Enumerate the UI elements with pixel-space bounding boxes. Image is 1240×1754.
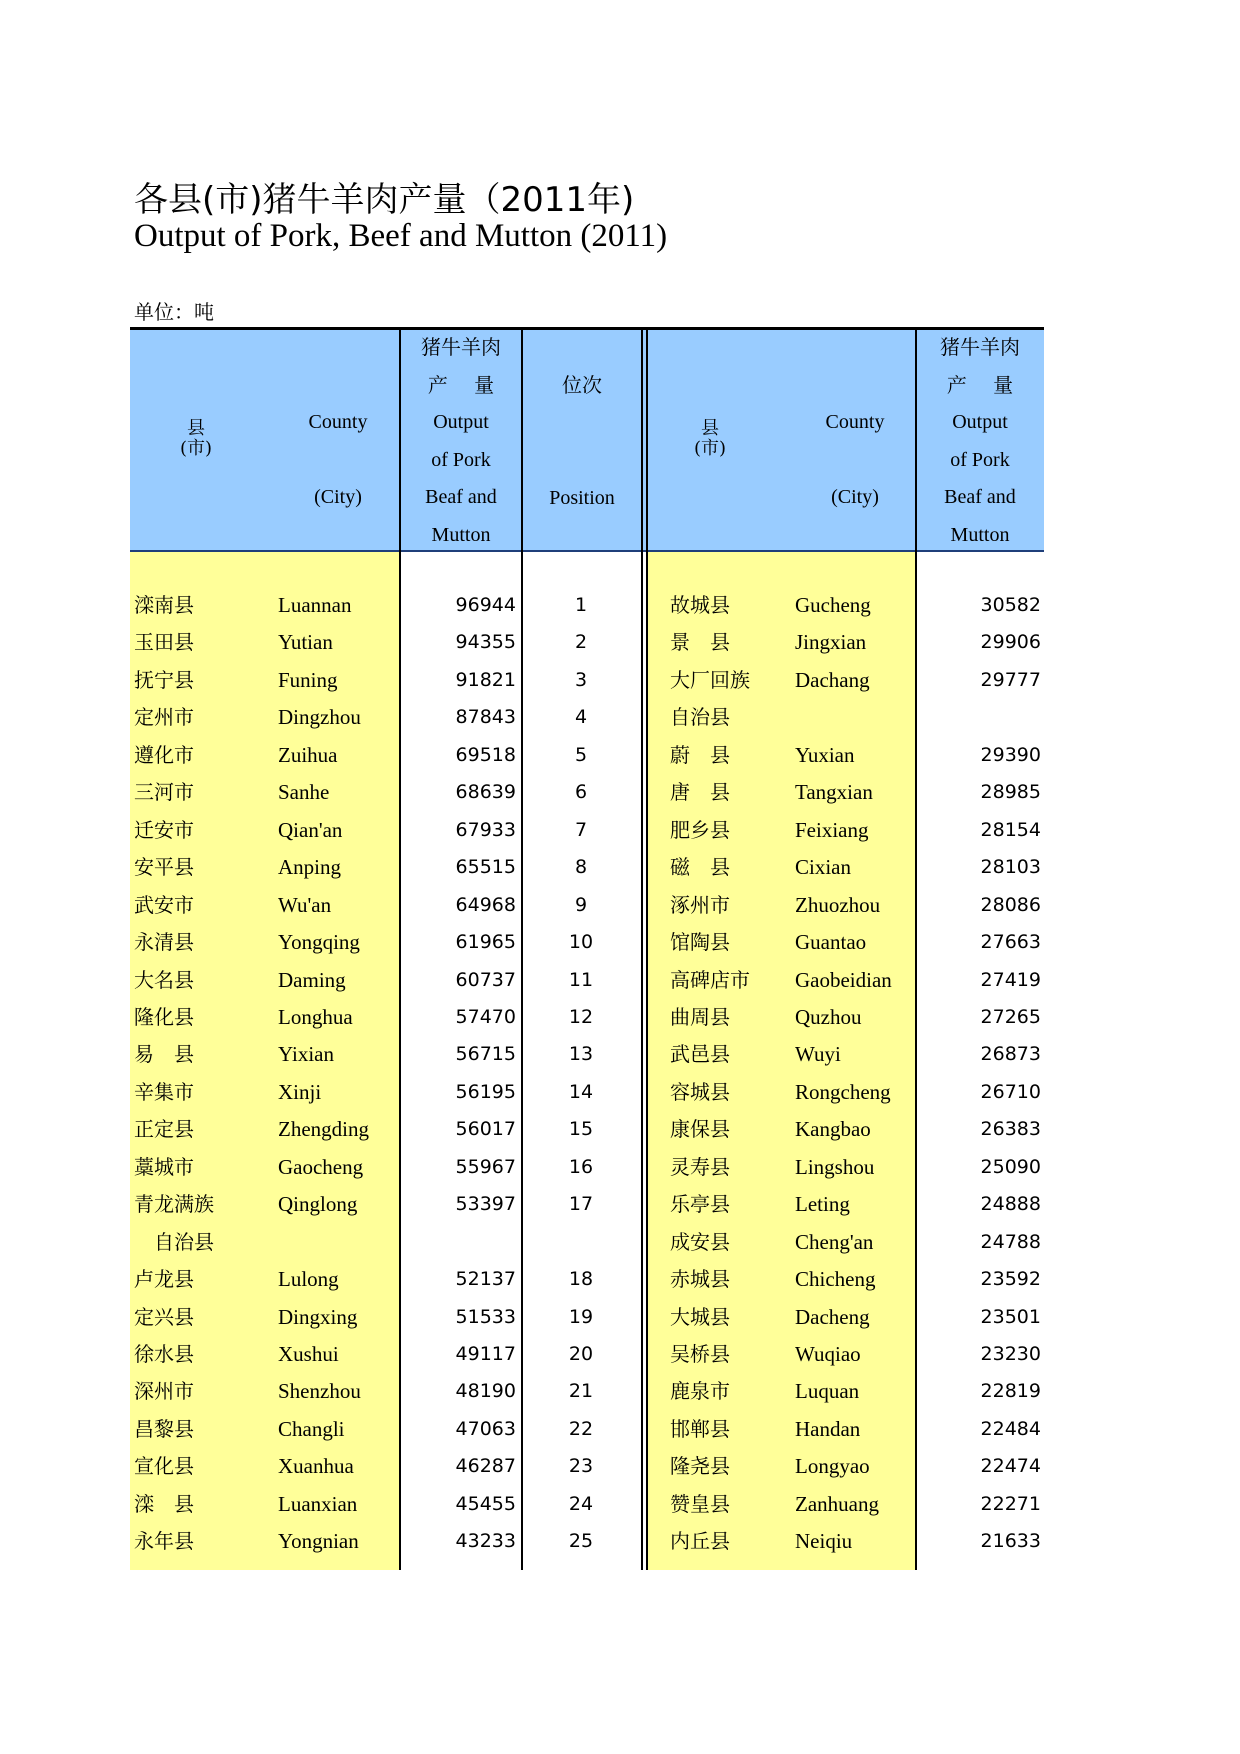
right-output-value: 27663 [980,931,1041,954]
left-output-value: 94355 [455,631,516,654]
left-output-value: 46287 [455,1455,516,1478]
right-county-cn: 蔚 县 [670,742,730,767]
right-county-en: Quzhou [795,1004,862,1029]
left-county-cn: 隆化县 [134,1004,194,1029]
left-position-value: 5 [574,743,588,766]
table-row [130,887,1044,925]
header-county-cn-right-text: 县 (市) [693,418,727,459]
right-county-cn: 涿州市 [670,892,730,917]
right-output-value: 22474 [980,1455,1041,1478]
left-position-value: 11 [568,968,594,991]
right-county-en: Dacheng [795,1304,870,1329]
right-output-value: 25090 [980,1155,1041,1178]
left-county-en: Dingxing [278,1304,358,1329]
header-output-en-4-right: Mutton [950,523,1010,546]
table-row [130,587,1044,625]
table-row [130,1224,1044,1262]
header-output-right [917,329,1043,554]
right-output-value: 26873 [980,1043,1041,1066]
left-output-value: 60737 [455,968,516,991]
left-county-cn: 深州市 [134,1379,194,1404]
left-output-value: 68639 [455,781,516,804]
right-output-value: 22271 [980,1492,1041,1515]
right-county-cn: 邯郸县 [670,1416,730,1441]
header-position-en: Position [549,486,615,509]
header-output-en-4: Mutton [431,523,491,546]
left-position-value: 10 [568,931,594,954]
left-position-value: 21 [568,1380,594,1403]
table-row [130,1523,1044,1561]
left-county-cn: 永年县 [134,1529,194,1554]
left-position-value: 8 [574,856,588,879]
right-county-en: Dachang [795,667,870,692]
right-output-value: 27419 [980,968,1041,991]
header-county-cn-left [176,419,216,459]
left-county-en: Xuanhua [278,1454,354,1479]
left-position-value: 4 [574,706,588,729]
header-county-cn-left-text: 县 (市) [179,418,213,459]
right-county-en: Rongcheng [795,1079,891,1104]
left-county-cn: 藁城市 [134,1154,194,1179]
left-output-value: 87843 [455,706,516,729]
header-county-en-right-1: County [825,411,885,433]
left-position-value: 12 [568,1005,594,1028]
table-row [130,624,1044,662]
right-county-cn: 赞皇县 [670,1491,730,1516]
right-county-en: Cixian [795,855,851,880]
left-position-value: 2 [574,631,588,654]
header-output-en-1: Output [433,411,489,433]
right-county-cn: 乐亭县 [670,1192,730,1217]
left-position-value: 9 [574,893,588,916]
right-county-en: Guantao [795,930,867,955]
left-county-cn: 大名县 [134,967,194,992]
right-output-value: 23230 [980,1343,1041,1365]
left-position-value: 19 [568,1305,594,1328]
table-row [130,962,1044,1000]
left-county-cn: 安平县 [134,855,194,880]
table-row [130,1448,1044,1486]
header-position-cn: 位次 [562,373,602,397]
right-county-en: Jingxian [795,630,867,655]
right-county-en: Wuyi [795,1042,841,1067]
right-county-cn: 自治县 [670,705,730,730]
left-position-value: 1 [574,594,588,616]
left-position-value: 17 [568,1193,594,1216]
left-output-value: 56017 [455,1118,516,1141]
left-county-cn: 宣化县 [134,1454,194,1479]
left-county-cn: 易 县 [134,1042,194,1067]
table-row [130,737,1044,775]
right-county-en: Longyao [795,1454,870,1479]
right-county-cn: 高碑店市 [670,967,750,992]
left-output-value: 45455 [455,1492,516,1515]
table-row [130,1074,1044,1112]
right-county-en: Luquan [795,1379,860,1404]
table-row [130,1411,1044,1449]
left-county-en: Sanhe [278,780,330,805]
right-county-en: Leting [795,1192,850,1217]
table-row [130,1036,1044,1074]
left-output-value: 64968 [455,893,516,916]
left-output-value: 57470 [455,1005,516,1028]
right-county-cn: 曲周县 [670,1004,730,1029]
left-county-cn: 滦南县 [134,593,194,617]
left-county-en: Yongqing [278,930,360,955]
left-output-value: 52137 [455,1268,516,1291]
right-county-en: Zanhuang [795,1491,879,1516]
right-output-value: 30582 [980,594,1041,616]
left-output-value: 96944 [455,594,516,616]
right-county-cn: 内丘县 [670,1529,730,1554]
table-row [130,1373,1044,1411]
right-county-en: Kangbao [795,1117,871,1142]
left-county-cn: 正定县 [134,1117,194,1142]
header-output-en-3: Beaf and [425,486,497,508]
left-county-en: Lulong [278,1267,339,1292]
left-output-value: 65515 [455,856,516,879]
left-output-value: 51533 [455,1305,516,1328]
left-county-en: Xushui [278,1342,339,1366]
left-county-en: Dingzhou [278,705,361,730]
left-county-cn: 自治县 [134,1229,214,1254]
right-county-cn: 唐 县 [670,780,730,805]
left-county-cn: 玉田县 [134,630,194,655]
header-county-en-left-2: (City) [314,486,362,508]
table-row [130,849,1044,887]
right-county-en: Cheng'an [795,1229,874,1254]
right-output-value: 22819 [980,1380,1041,1403]
left-output-value: 56715 [455,1043,516,1066]
header-county-en-left [278,404,398,517]
header-position [523,367,641,517]
table-row [130,924,1044,962]
left-output-value: 69518 [455,743,516,766]
right-output-value: 24888 [980,1193,1041,1216]
right-county-cn: 容城县 [670,1079,730,1104]
table-row [130,699,1044,737]
table-row [130,1149,1044,1187]
table-row [130,662,1044,700]
right-county-cn: 隆尧县 [670,1454,730,1479]
right-output-value: 21633 [980,1530,1041,1553]
header-output-en-2-right: of Pork [950,448,1010,471]
right-output-value: 29906 [980,631,1041,654]
table-row [130,774,1044,812]
right-county-cn: 磁 县 [670,855,730,880]
right-output-value: 23592 [980,1268,1041,1291]
right-county-en: Lingshou [795,1154,875,1179]
table-row [130,812,1044,850]
right-output-value: 28985 [980,781,1041,804]
table-row [130,1261,1044,1299]
table-row [130,999,1044,1037]
right-county-cn: 肥乡县 [670,817,730,842]
right-output-value: 22484 [980,1417,1041,1440]
header-county-en-right [795,404,915,517]
left-county-en: Shenzhou [278,1379,361,1404]
left-county-cn: 辛集市 [134,1079,194,1104]
left-county-en: Xinji [278,1079,322,1104]
unit-label: 单位：吨 [134,300,214,324]
left-county-en: Changli [278,1416,345,1441]
left-position-value: 6 [574,781,588,804]
right-county-en: Gaobeidian [795,967,892,992]
left-position-value: 24 [568,1492,594,1515]
left-county-en: Longhua [278,1004,353,1029]
left-county-en: Luanxian [278,1491,358,1516]
right-county-cn: 武邑县 [670,1042,730,1067]
left-county-en: Zuihua [278,742,338,767]
left-county-cn: 定州市 [134,705,194,730]
header-output-cn-1-right: 猪牛羊肉 [940,335,1020,359]
right-output-value: 24788 [980,1230,1041,1253]
left-position-value: 22 [568,1417,594,1440]
right-output-value: 23501 [980,1305,1041,1328]
right-county-cn: 成安县 [670,1229,730,1254]
table-row [130,1186,1044,1224]
left-county-cn: 迁安市 [134,817,194,842]
page-title-english: Output of Pork, Beef and Mutton (2011) [134,218,668,254]
right-county-cn: 灵寿县 [670,1154,730,1179]
right-output-value: 26383 [980,1118,1041,1141]
left-county-en: Zhengding [278,1117,369,1142]
right-county-cn: 吴桥县 [670,1342,730,1366]
left-county-cn: 遵化市 [134,742,194,767]
left-county-en: Wu'an [278,892,332,917]
left-county-cn: 定兴县 [134,1304,194,1329]
header-county-cn-right [690,419,730,459]
header-output-left [401,329,521,554]
right-county-en: Yuxian [795,742,855,767]
header-output-en-2: of Pork [431,448,491,471]
header-output-cn-1: 猪牛羊肉 [421,335,501,359]
left-output-value: 67933 [455,818,516,841]
left-county-en: Yutian [278,630,333,655]
right-county-cn: 故城县 [670,593,730,617]
left-output-value: 91821 [455,668,516,691]
right-county-cn: 馆陶县 [670,930,730,955]
left-county-cn: 抚宁县 [134,667,194,692]
left-county-en: Luannan [278,593,352,617]
right-county-cn: 康保县 [670,1117,730,1142]
left-output-value: 43233 [455,1530,516,1553]
left-output-value: 61965 [455,931,516,954]
right-output-value: 28086 [980,893,1041,916]
left-position-value: 16 [568,1155,594,1178]
table-row [130,1336,1044,1374]
output-table [130,327,1044,1570]
header-output-cn-2: 产 量 [427,372,495,397]
right-county-cn: 大厂回族 [670,667,750,692]
left-county-cn: 三河市 [134,780,194,805]
right-county-en: Zhuozhou [795,892,881,917]
left-output-value: 47063 [455,1417,516,1440]
right-output-value: 29390 [980,743,1041,766]
right-county-cn: 赤城县 [670,1267,730,1292]
left-position-value: 15 [568,1118,594,1141]
left-output-value: 53397 [455,1193,516,1216]
right-output-value: 27265 [980,1005,1041,1028]
left-county-en: Qinglong [278,1192,358,1217]
left-position-value: 18 [568,1268,594,1291]
left-county-en: Yongnian [278,1529,359,1554]
left-county-cn: 永清县 [134,930,194,955]
right-county-en: Handan [795,1416,861,1441]
left-county-en: Daming [278,967,346,992]
left-county-cn: 卢龙县 [134,1267,194,1292]
left-output-value: 55967 [455,1155,516,1178]
right-output-value: 28103 [980,856,1041,879]
left-position-value: 14 [568,1080,594,1103]
left-county-en: Gaocheng [278,1154,364,1179]
right-output-value: 26710 [980,1080,1041,1103]
right-county-cn: 大城县 [670,1304,730,1329]
left-output-value: 56195 [455,1080,516,1103]
left-county-cn: 武安市 [134,892,194,917]
left-county-cn: 滦 县 [134,1491,194,1516]
left-position-value: 23 [568,1455,594,1478]
table-row [130,1299,1044,1337]
right-county-en: Chicheng [795,1267,876,1292]
left-position-value: 25 [568,1530,594,1553]
right-county-en: Feixiang [795,817,869,842]
table-row [130,1486,1044,1524]
left-position-value: 3 [574,668,588,691]
right-output-value: 28154 [980,818,1041,841]
header-output-cn-2-right: 产 量 [946,372,1014,397]
left-output-value: 48190 [455,1380,516,1403]
right-county-cn: 景 县 [670,630,730,655]
left-position-value: 13 [568,1043,594,1066]
header-output-en-3-right: Beaf and [944,486,1016,508]
left-output-value: 49117 [455,1343,516,1365]
left-county-cn: 昌黎县 [134,1416,194,1441]
left-county-en: Yixian [278,1042,334,1067]
right-county-en: Tangxian [795,780,873,805]
left-county-cn: 徐水县 [134,1342,194,1366]
right-county-en: Neiqiu [795,1529,853,1554]
right-county-en: Wuqiao [795,1342,861,1366]
left-county-cn: 青龙满族 [134,1192,214,1217]
page-title-chinese: 各县(市)猪牛羊肉产量（2011年) [134,180,635,220]
table-row [130,1111,1044,1149]
right-county-en: Gucheng [795,593,871,617]
left-county-en: Qian'an [278,817,343,842]
left-position-value: 20 [568,1343,594,1365]
right-output-value: 29777 [980,668,1041,691]
left-county-en: Funing [278,667,338,692]
header-county-en-right-2: (City) [831,486,879,508]
header-output-en-1-right: Output [952,411,1008,433]
left-county-en: Anping [278,855,341,880]
left-position-value: 7 [574,818,588,841]
header-county-en-left-1: County [308,411,368,433]
right-county-cn: 鹿泉市 [670,1379,730,1404]
